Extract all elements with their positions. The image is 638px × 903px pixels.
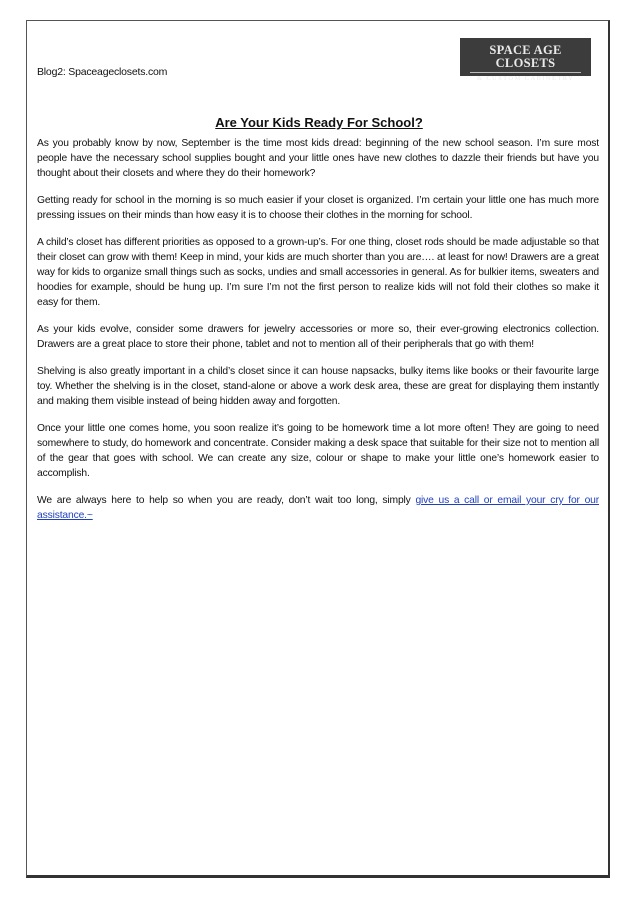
closing-text: We are always here to help so when you are ready, don’t wait too long, simply [37,495,416,506]
paragraph-homework: Once your little one comes home, you soon realize it’s going to be homework time a lot more often! They are going to need somewhere to study, do homework and concentrate. Consider making a desk space that suitable for their size not to mention all of the gear that goes with school. We can create any size, colour or shape to make your little one’s homework easier to accomplish. [37,423,599,479]
logo-main-text: SPACE AGE CLOSETS [489,43,562,70]
paragraph-closing [37,493,599,523]
paragraph-child-closet: A child’s closet has different priorities as opposed to a grown-up’s. For one thing, closet rods should be made adjustable so that their closet can grow with them! Keep in mind, your kids are much shorter than you are…. at least for now! Drawers are a great way for kids to organize small things such as socks, undies and small accessories in general. As for bulkier items, sweaters and hoodies for example, should be hung up. I’m sure I’m not the first person to realize kids will not fold their clothes so make it easy for them. [37,237,599,308]
logo-sub-text: & CUSTOM CABINETRY [470,72,581,83]
paragraph-intro: As you probably know by now, September is the time most kids dread: beginning of the new school season. I’m sure most people have the necessary school supplies bought and your little ones have new clothes to dazzle their friends but have you thought about their closets and where they do their homework? [37,138,599,179]
blog-label: Blog2: Spaceageclosets.com [37,66,168,78]
paragraph-shelving: Shelving is also greatly important in a child’s closet since it can house napsacks, bulky items like books or their favourite large toy. Whether the shelving is in the closet, stand-alone or above a work desk area, these are great for displaying them instantly and making them visible instead of being hidden away and forgotten. [37,366,599,407]
paragraph-drawers: As your kids evolve, consider some drawers for jewelry accessories or more so, their ever-growing electronics collection. Drawers are a great place to store their phone, tablet and not to mention all of their peripherals that go with them! [37,324,599,350]
paragraph-morning: Getting ready for school in the morning is so much easier if your closet is organized. I’m certain your little one has much more pressing issues on their minds than how easy it is to choose their clothes in the morning for school. [37,195,599,221]
space-age-closets-logo [460,38,591,82]
contact-link[interactable]: give us a call or email your cry for our assistance.~ [37,495,600,521]
article-title: Are Your Kids Ready For School? [215,115,423,130]
article-body [37,136,599,535]
